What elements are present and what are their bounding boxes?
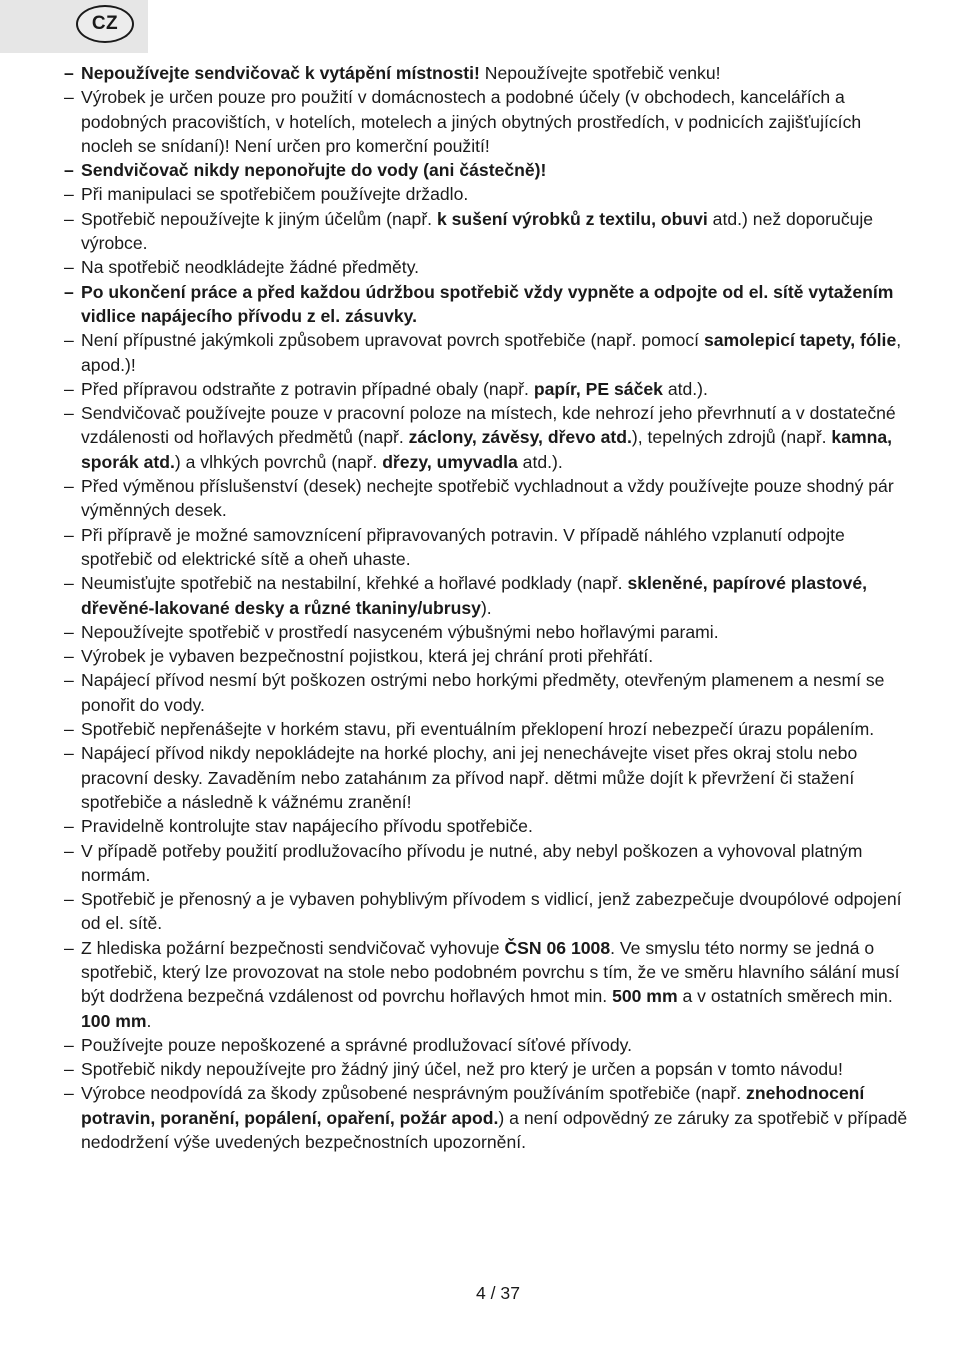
text-segment: V případě potřeby použití prodlužovacího přívodu je nutné, aby nebyl poškozen a vyhovoval platným normám. bbox=[81, 840, 863, 885]
bold-text: Po ukončení práce a před každou údržbou spotřebič vždy vypněte a odpojte od el. sítě vytažením vidlice napájecího přívodu z el. zásuvky. bbox=[81, 281, 894, 326]
text-segment: Nepoužívejte spotřebič venku! bbox=[479, 63, 721, 83]
bold-text: znehodnocení potravin, poranění, popálení, opaření, požár apod. bbox=[81, 1083, 865, 1128]
list-item bbox=[64, 741, 912, 814]
list-item bbox=[64, 936, 912, 1033]
safety-instructions-list bbox=[64, 61, 912, 1154]
list-item bbox=[64, 887, 912, 936]
text-segment: Při přípravě je možné samovznícení připravovaných potravin. V případě náhlého vzplanutí odpojte spotřebič od elektrické sítě a oheň uhaste. bbox=[81, 524, 845, 569]
language-tab bbox=[0, 0, 148, 53]
list-item bbox=[64, 280, 912, 329]
text-segment: Při manipulaci se spotřebičem používejte držadlo. bbox=[81, 184, 469, 205]
list-item bbox=[64, 158, 912, 182]
list-item bbox=[64, 644, 912, 668]
list-item bbox=[64, 85, 912, 158]
list-item bbox=[64, 668, 912, 717]
text-segment: Spotřebič nikdy nepoužívejte pro žádný jiný účel, než pro který je určen a popsán v tomto návodu! bbox=[81, 1059, 843, 1080]
bold-text: ČSN 06 1008 bbox=[504, 937, 611, 958]
text-segment: . Ve smyslu této normy se jedná o spotřebič, který lze provozovat na stole nebo podobném povrchu s tím, že ve směru hlavního sálání musí být dodržena bezpečná vzdálenost od povrchu hořlavých hmot min. bbox=[81, 937, 900, 1007]
bold-text: 500 mm bbox=[612, 986, 678, 1007]
text-segment: Nepoužívejte spotřebič v prostředí nasyceném výbušnými nebo hořlavými parami. bbox=[81, 621, 719, 642]
bold-text: Nepoužívejte sendvičovač k vytápění místnosti! bbox=[81, 63, 480, 83]
bold-text: k sušení výrobků z textilu, obuvi bbox=[436, 208, 708, 229]
text-segment: Výrobce neodpovídá za škody způsobené nesprávným používáním spotřebiče (např. bbox=[81, 1083, 747, 1104]
list-item bbox=[64, 571, 912, 620]
text-segment: , apod.)! bbox=[81, 330, 902, 375]
text-segment: Napájecí přívod nikdy nepokládejte na horké plochy, ani jej nenechávejte viset přes okraj stolu nebo pracovní desky. Zavaděním nebo zatahánım za přívod např. dětmi může dojít k převržení či stažení spotřebiče a následně k vážnému zranění! bbox=[81, 743, 858, 812]
bold-text: samolepicí tapety, fólie bbox=[703, 330, 897, 351]
bold-text: dřezy, umyvadla bbox=[382, 451, 518, 472]
list-item bbox=[64, 474, 912, 523]
list-item bbox=[64, 523, 912, 572]
list-item bbox=[64, 717, 912, 741]
text-segment: Na spotřebič neodkládejte žádné předměty. bbox=[81, 257, 420, 278]
language-badge: CZ bbox=[76, 5, 134, 43]
bold-text: skleněné, papírové plastové, dřevěné-lakované desky a různé tkaniny/ubrusy bbox=[81, 573, 868, 618]
text-segment: Používejte pouze nepoškozené a správné prodlužovací síťové přívody. bbox=[81, 1034, 633, 1055]
list-item bbox=[64, 377, 912, 401]
text-segment: Výrobek je určen pouze pro použití v domácnostech a podobné účely (v obchodech, kancelářích a podobných pracovištích, v hotelích, motelech a jiných obytných prostředích, v podnicích zajišťujících nocleh se snídaní)! Není určen pro komerční použití! bbox=[81, 87, 862, 156]
text-segment: Není přípustné jakýmkoli způsobem upravovat povrch spotřebiče (např. pomocí bbox=[81, 330, 704, 351]
text-segment: ) a vlhkých povrchů (např. bbox=[174, 451, 383, 472]
text-segment: Před přípravou odstraňte z potravin případné obaly (např. bbox=[81, 378, 534, 399]
list-item bbox=[64, 1057, 912, 1081]
bold-text: záclony, závěsy, dřevo atd. bbox=[408, 427, 632, 448]
text-segment: Z hlediska požární bezpečnosti sendvičovač vyhovuje bbox=[81, 937, 505, 958]
text-segment: Neumisťujte spotřebič na nestabilní, křehké a hořlavé podklady (např. bbox=[81, 573, 628, 594]
text-segment: Spotřebič je přenosný a je vybaven pohyblivým přívodem s vidlicí, jenž zabezpečuje dvoupólové odpojení od el. sítě. bbox=[81, 889, 902, 934]
list-item bbox=[64, 839, 912, 888]
text-segment: Sendvičovač používejte pouze v pracovní poloze na místech, kde nehrozí jeho převrhnutí a v dostatečné vzdálenosti od hořlavých předmětů (např. bbox=[81, 403, 896, 448]
text-segment: . bbox=[146, 1010, 152, 1031]
text-segment: Spotřebič nepoužívejte k jiným účelům (např. bbox=[81, 208, 437, 229]
list-item bbox=[64, 1081, 912, 1154]
text-segment: Pravidelně kontrolujte stav napájecího přívodu spotřebiče. bbox=[81, 816, 533, 837]
list-item bbox=[64, 1033, 912, 1057]
bold-text: Sendvičovač nikdy neponořujte do vody (ani částečně)! bbox=[81, 160, 547, 181]
text-segment: a v ostatních směrech min. bbox=[677, 986, 893, 1007]
text-segment: Výrobek je vybaven bezpečnostní pojistkou, která jej chrání proti přehřátí. bbox=[81, 646, 654, 667]
text-segment: ). bbox=[480, 597, 492, 618]
list-item bbox=[64, 255, 912, 279]
list-item bbox=[64, 401, 912, 474]
list-item bbox=[64, 328, 912, 377]
text-segment: Před výměnou příslušenství (desek) nechejte spotřebič vychladnout a vždy používejte pouze shodný pár výměnných desek. bbox=[81, 476, 894, 521]
text-segment: Napájecí přívod nesmí být poškozen ostrými nebo horkými předměty, otevřeným plamenem a nesmí se ponořit do vody. bbox=[81, 670, 885, 715]
list-item bbox=[64, 61, 912, 85]
text-segment: atd.). bbox=[662, 378, 708, 399]
bold-text: papír, PE sáček bbox=[533, 378, 663, 399]
text-segment: atd.) než doporučuje výrobce. bbox=[81, 208, 874, 254]
list-item bbox=[64, 182, 912, 206]
bold-text: kamna, sporák atd. bbox=[81, 427, 893, 472]
page-number: 4 / 37 bbox=[475, 1283, 521, 1303]
list-item bbox=[64, 207, 912, 256]
list-item bbox=[64, 620, 912, 644]
text-segment: ), tepelných zdrojů (např. bbox=[631, 427, 832, 448]
bold-text: 100 mm bbox=[81, 1010, 147, 1031]
text-segment: ) a není odpovědný ze záruky za spotřebič v případě nedodržení výše uvedených bezpečnostních upozornění. bbox=[81, 1107, 908, 1153]
list-item bbox=[64, 814, 912, 838]
text-segment: Spotřebič nepřenášejte v horkém stavu, při eventuálním překlopení hrozí nebezpečí úrazu popálením. bbox=[81, 719, 875, 740]
text-segment: atd.). bbox=[517, 451, 563, 472]
